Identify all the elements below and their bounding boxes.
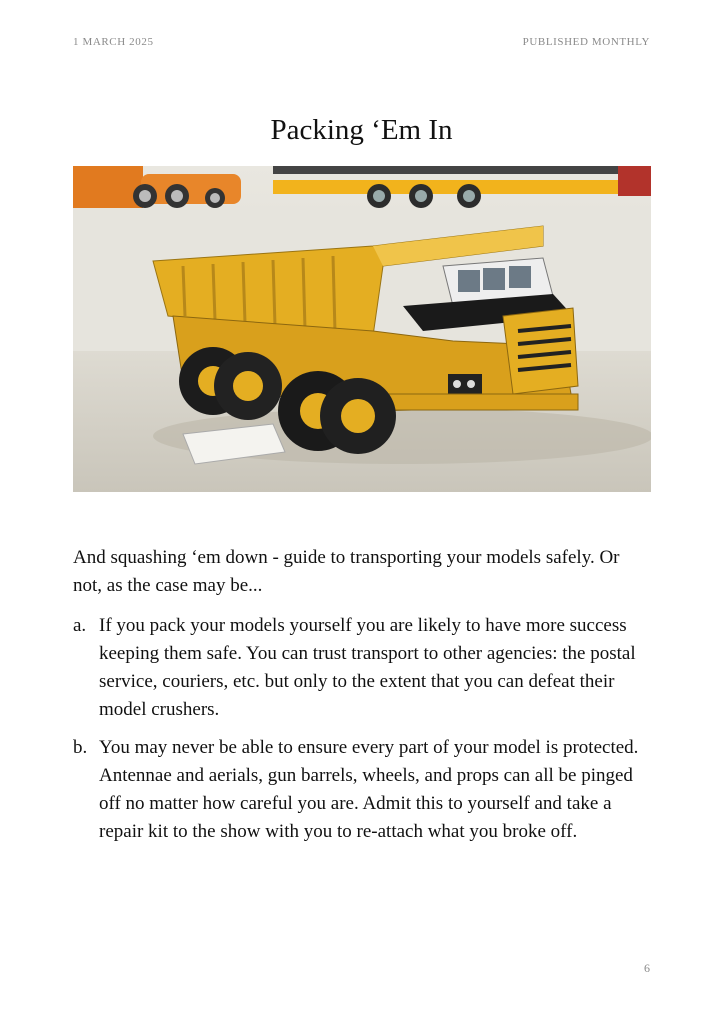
intro-paragraph: And squashing ‘em down - guide to transporting your models safely. Or not, as the case may be...	[73, 547, 620, 596]
list-item	[73, 734, 651, 846]
list-item	[73, 612, 651, 724]
page-number: 6	[644, 961, 650, 975]
page-title: Packing ‘Em In	[270, 114, 453, 146]
dump-truck-photo	[73, 166, 651, 492]
list-marker: a.	[73, 615, 87, 636]
list-marker: b.	[73, 737, 88, 758]
list-item-text: You may never be able to ensure every part of your model is protected. Antennae and aerials, gun barrels, wheels, and props can all be pinged off no matter how careful you are. Admit this to yourself and take a repair kit to the show with you to re-attach what you broke off.	[99, 737, 639, 842]
header-date: 1 MARCH 2025	[73, 36, 154, 48]
header-frequency: PUBLISHED MONTHLY	[522, 36, 650, 48]
list-item-text: If you pack your models yourself you are likely to have more success keeping them safe. You can trust transport to other agencies: the postal service, couriers, etc. but only to the extent that you can defeat their model crushers.	[99, 615, 636, 720]
tips-list	[73, 612, 651, 856]
